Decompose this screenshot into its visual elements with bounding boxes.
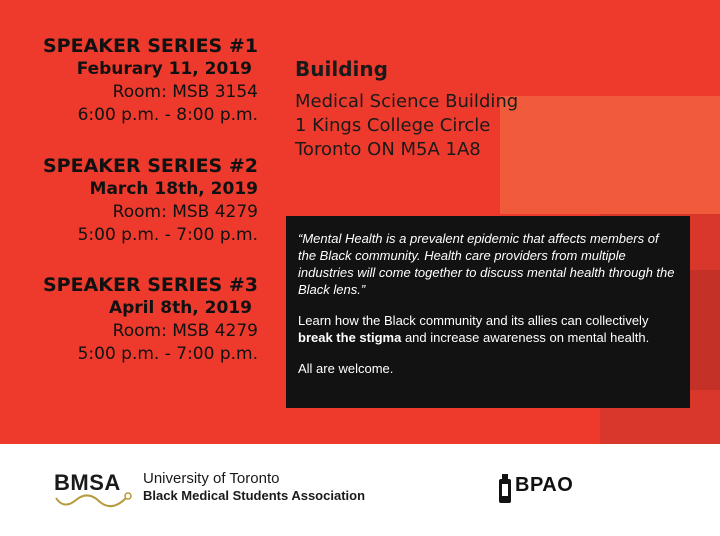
bmsa-logo — [54, 466, 138, 508]
background-shape — [500, 96, 720, 214]
university-name: University of Toronto — [143, 470, 280, 487]
building-info — [295, 56, 518, 162]
series-time: 5:00 p.m. - 7:00 p.m. — [77, 225, 258, 245]
quote-text: “Mental Health is a prevalent epidemic that affects members of the Black community. Health care providers from multiple industries will come together to discuss mental health through the Black lens.” — [298, 231, 675, 297]
building-name: Medical Science Building — [295, 91, 519, 112]
organization-info — [143, 470, 365, 504]
quote-box — [286, 216, 690, 408]
welcome-text: All are welcome. — [298, 361, 394, 376]
series-date: April 8th, 2019 — [108, 298, 252, 318]
building-city: Toronto ON M5A 1A8 — [295, 139, 481, 160]
learn-text-emphasis: break the stigma — [298, 330, 402, 345]
series-title: SPEAKER SERIES #2 — [42, 155, 258, 177]
bpao-logo-text: BPAO — [515, 474, 574, 496]
series-time: 5:00 p.m. - 7:00 p.m. — [77, 344, 258, 364]
series-date: March 18th, 2019 — [89, 179, 258, 199]
series-room: Room: MSB 3154 — [112, 82, 258, 102]
speaker-series-1 — [43, 34, 258, 127]
series-room: Room: MSB 4279 — [112, 321, 258, 341]
series-title: SPEAKER SERIES #3 — [42, 274, 258, 296]
association-name: Black Medical Students Association — [143, 488, 366, 503]
building-heading: Building — [295, 57, 388, 81]
bpao-logo — [497, 472, 593, 506]
series-title: SPEAKER SERIES #1 — [42, 35, 258, 57]
speaker-series-2 — [43, 154, 258, 247]
speaker-series-3 — [43, 273, 258, 366]
building-street: 1 Kings College Circle — [295, 115, 491, 136]
learn-text — [298, 312, 678, 346]
bottle-icon — [497, 474, 513, 504]
bmsa-logo-text: BMSA — [54, 470, 121, 495]
learn-text-end: and increase awareness on mental health. — [401, 330, 650, 345]
learn-text-start: Learn how the Black community and its allies can collectively — [298, 313, 649, 328]
series-date: Feburary 11, 2019 — [76, 59, 252, 79]
footer — [0, 444, 720, 536]
series-room: Room: MSB 4279 — [112, 202, 258, 222]
series-time: 6:00 p.m. - 8:00 p.m. — [77, 105, 258, 125]
stethoscope-icon — [54, 466, 138, 508]
